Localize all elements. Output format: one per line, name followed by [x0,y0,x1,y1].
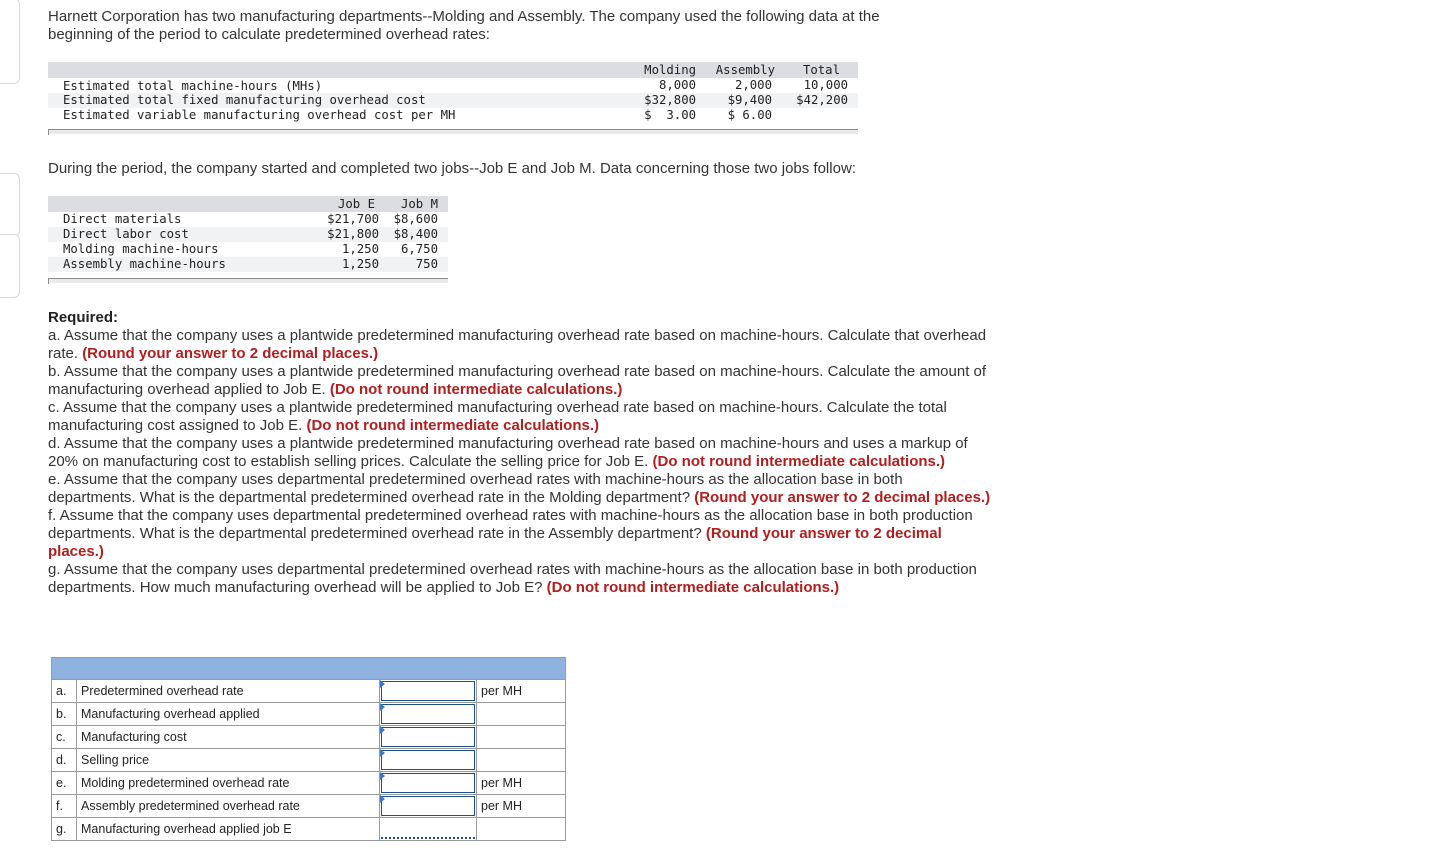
answer-input-c[interactable] [380,726,477,749]
input-flag-icon [380,795,385,803]
table-row: Estimated total machine-hours (MHs) 8,000 2,000 10,000 [63,78,848,93]
answer-row-e: e. Molding predetermined overhead rate per MH [52,772,566,795]
input-flag-icon [380,749,385,757]
col-molding-header: Molding [644,63,696,77]
answer-row-g: g. Manufacturing overhead applied job E [52,818,566,841]
side-tab [0,173,20,237]
col-job-m-header: Job M [400,197,438,211]
side-tab [0,234,20,298]
answer-input-b[interactable] [380,703,477,726]
required-g: g. Assume that the company uses departmental predetermined overhead rates with machine-hours as the allocation base in both production departments. How much manufacturing overhead will be applied to Job E? (Do not round intermediate calculations.) [48,561,977,596]
jobs-intro-text: During the period, the company started and completed two jobs--Job E and Job M. Data concerning those two jobs follow: [48,160,856,177]
input-flag-icon [380,680,385,688]
intro-text: Harnett Corporation has two manufacturing departments--Molding and Assembly. The company used the following data at the beginning of the period to calculate predetermined overhead rates: [48,8,880,43]
required-c: c. Assume that the company uses a plantwide predetermined manufacturing overhead rate based on machine-hours. Calculate the total manufacturing cost assigned to Job E. (Do not round intermediate calculations.) [48,399,947,434]
answer-row-a: a. Predetermined overhead rate per MH [52,680,566,703]
answer-input-d[interactable] [380,749,477,772]
table-row: Direct labor cost $21,800 $8,400 [48,227,448,242]
answer-row-d: d. Selling price [52,749,566,772]
table-row: Molding machine-hours 1,250 6,750 [63,242,438,256]
answer-row-c: c. Manufacturing cost [52,726,566,749]
answer-input-g[interactable] [380,818,477,841]
answer-row-b: b. Manufacturing overhead applied [52,703,566,726]
table-header-row [48,197,448,212]
input-flag-icon [380,726,385,734]
side-tab [0,0,20,84]
input-flag-icon [380,772,385,780]
overhead-data-table [48,62,858,138]
table-row: Assembly machine-hours 1,250 750 [48,257,448,272]
required-f: f. Assume that the company uses departmental predetermined overhead rates with machine-hours as the allocation base in both production departments. What is the departmental predetermined overhead rate in the Assembly department? (Round your answer to 2 decimal places.) [48,507,973,560]
required-e: e. Assume that the company uses departmental predetermined overhead rates with machine-hours as the allocation base in both departments. What is the departmental predetermined overhead rate in the Molding department? (Round your answer to 2 decimal places.) [48,471,991,506]
table-row: Direct materials $21,700 $8,600 [63,212,438,226]
answer-input-a[interactable] [380,680,477,703]
required-section [48,309,993,597]
table-row: Estimated variable manufacturing overhead cost per MH $ 3.00 $ 6.00 [63,108,772,122]
table-header-row [48,63,858,78]
input-flag-icon [380,703,385,711]
answer-input-e[interactable] [380,772,477,795]
table-row: Estimated total fixed manufacturing overhead cost $32,800 $9,400 $42,200 [48,93,858,108]
required-b: b. Assume that the company uses a plantwide predetermined manufacturing overhead rate based on machine-hours. Calculate the amount of manufacturing overhead applied to Job E. (Do not round intermediate calculations.) [48,363,987,398]
required-title: Required: [48,309,119,326]
col-assembly-header: Assembly [715,63,775,77]
required-a: a. Assume that the company uses a plantwide predetermined manufacturing overhead rate based on machine-hours. Calculate that overhead rate. (Round your answer to 2 decimal places.) [48,327,987,362]
answer-input-f[interactable] [380,795,477,818]
answer-row-f: f. Assembly predetermined overhead rate per MH [52,795,566,818]
jobs-data-table [48,196,448,288]
col-total-header: Total [802,63,840,77]
answer-table [51,657,566,841]
required-d: d. Assume that the company uses a plantwide predetermined manufacturing overhead rate based on machine-hours and uses a markup of 20% on manufacturing cost to establish selling prices. Calculate the selling price for Job E. (Do not round intermediate calculations.) [48,435,968,470]
col-job-e-header: Job E [337,197,375,211]
answer-table-header [52,658,566,680]
